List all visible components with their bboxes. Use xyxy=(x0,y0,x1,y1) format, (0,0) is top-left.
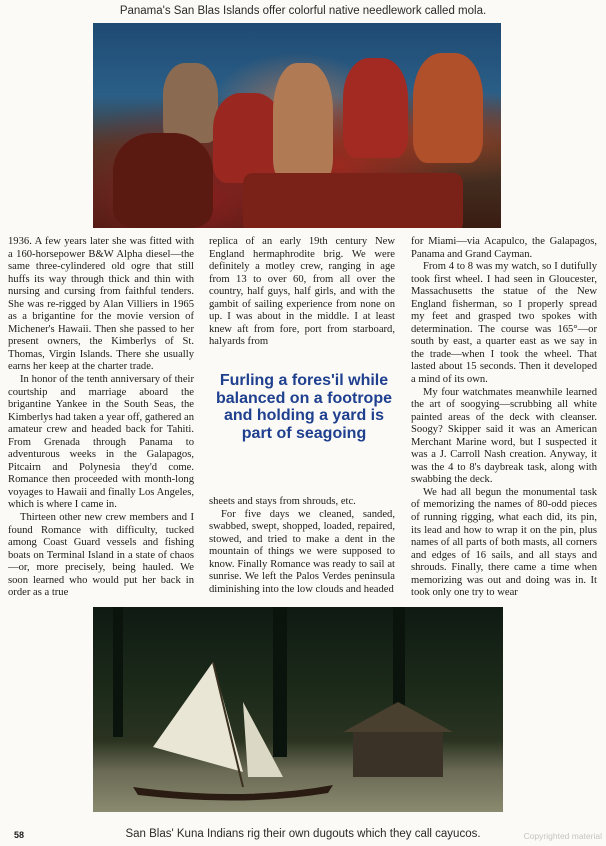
page-number: 58 xyxy=(14,830,25,840)
sailboat-illustration xyxy=(93,607,503,812)
article-column-1 xyxy=(8,236,194,600)
article-paragraph: for Miami—via Acapulco, the Galapagos, Panama and Grand Cayman. xyxy=(411,236,597,260)
cayuco-dugout-photo xyxy=(93,607,503,812)
article-column-2-top xyxy=(209,236,395,349)
article-paragraph: sheets and stays from shrouds, etc. xyxy=(209,496,356,507)
article-paragraph: Thirteen other new crew members and I found Romance with difficulty, tucked among Coast Guard vessels and fishing boats on Terminal Island in a state of chaos—or, more precisely, being hauled. We soon learned who would put her back in order as a true xyxy=(8,512,194,599)
article-paragraph: From 4 to 8 was my watch, so I dutifully took first wheel. I had seen in Gloucester, Massachusetts the statue of the New England fisherman, so I properly spread my feet and grasped two spokes with determination. The course was 165°—or south by east, a quarter east as we say in the trade—when I took the wheel. That lasted about 15 seconds. Then it developed a mind of its own. xyxy=(411,261,597,386)
article-paragraph: In honor of the tenth anniversary of their courtship and marriage aboard the brigantine Yankee in the South Seas, the Kimberlys had taken a year off, gathered an amateur crew and headed back for Tahiti. From Grenada through Panama to adventurous weeks in the Galapagos, Pitcairn and Polynesia they'd come. Romance then proceeded with month-long voyages to Hawaii and finally Los Angeles, which is where I came in. xyxy=(8,374,194,511)
article-paragraph: My four watchmates meanwhile learned the art of soogying—scrubbing all white painted areas of the deck with cleanser. Soogy? Skipper said it was an American Merchant Marine word, but I suspected it was a J. Carroll Nash creation. Anyway, it was the 4 to 8's daybreak task, along with swabbing the deck. xyxy=(411,386,597,486)
article-column-3 xyxy=(411,236,597,600)
copyright-watermark: Copyrighted material xyxy=(523,831,602,841)
article-paragraph: 1936. A few years later she was fitted with a 160-horsepower B&W Alpha diesel—the same three-cylindered old ogre that still huffs its way through thick and thin with nursing and cursing from faithful tenders. She was re-rigged by Alan Villiers in 1965 as a brigantine for the movie version of Michener's Hawaii. Then she passed to her present owners, the Kimberlys of St. Thomas, Virgin Islands. There she usually earns her keep at the charter trade. xyxy=(8,236,194,373)
pull-quote: Furling a fores'il while balanced on a footrope and holding a yard is part of seagoing xyxy=(215,372,392,442)
article-column-2-bottom xyxy=(209,496,395,596)
article-paragraph: replica of an early 19th century New England hermaphrodite brig. We were definitely a motley crew, ranging in age from 13 to over 60, from all over the country, half guys, half girls, and with the gambit of sailing experience from none on up. I was about in the middle. I at least knew aft from fore, port from starboard, halyards from xyxy=(209,236,395,348)
article-paragraph: For five days we cleaned, sanded, swabbed, swept, shopped, loaded, repaired, stowed, and tried to make a dent in the mountain of things we were supposed to know. Finally Romance was ready to sail at sunrise. We left the Palos Verdes peninsula diminishing into the low clouds and headed xyxy=(209,508,395,595)
bottom-photo-caption: San Blas' Kuna Indians rig their own dugouts which they call cayucos. xyxy=(125,828,481,840)
article-paragraph: We had all begun the monumental task of memorizing the names of 80-odd pieces of running rigging, what each did, its pin, its lead and how to wrap it on the pin, plus names of all parts of both masts, all corners and edges of 16 sails, and all stays and shrouds. Finally, there came a time when memorizing was out and doing was in. It took only one try to wear xyxy=(411,486,597,599)
top-photo-caption: Panama's San Blas Islands offer colorful native needlework called mola. xyxy=(119,5,487,17)
mola-needlework-photo xyxy=(93,23,501,228)
